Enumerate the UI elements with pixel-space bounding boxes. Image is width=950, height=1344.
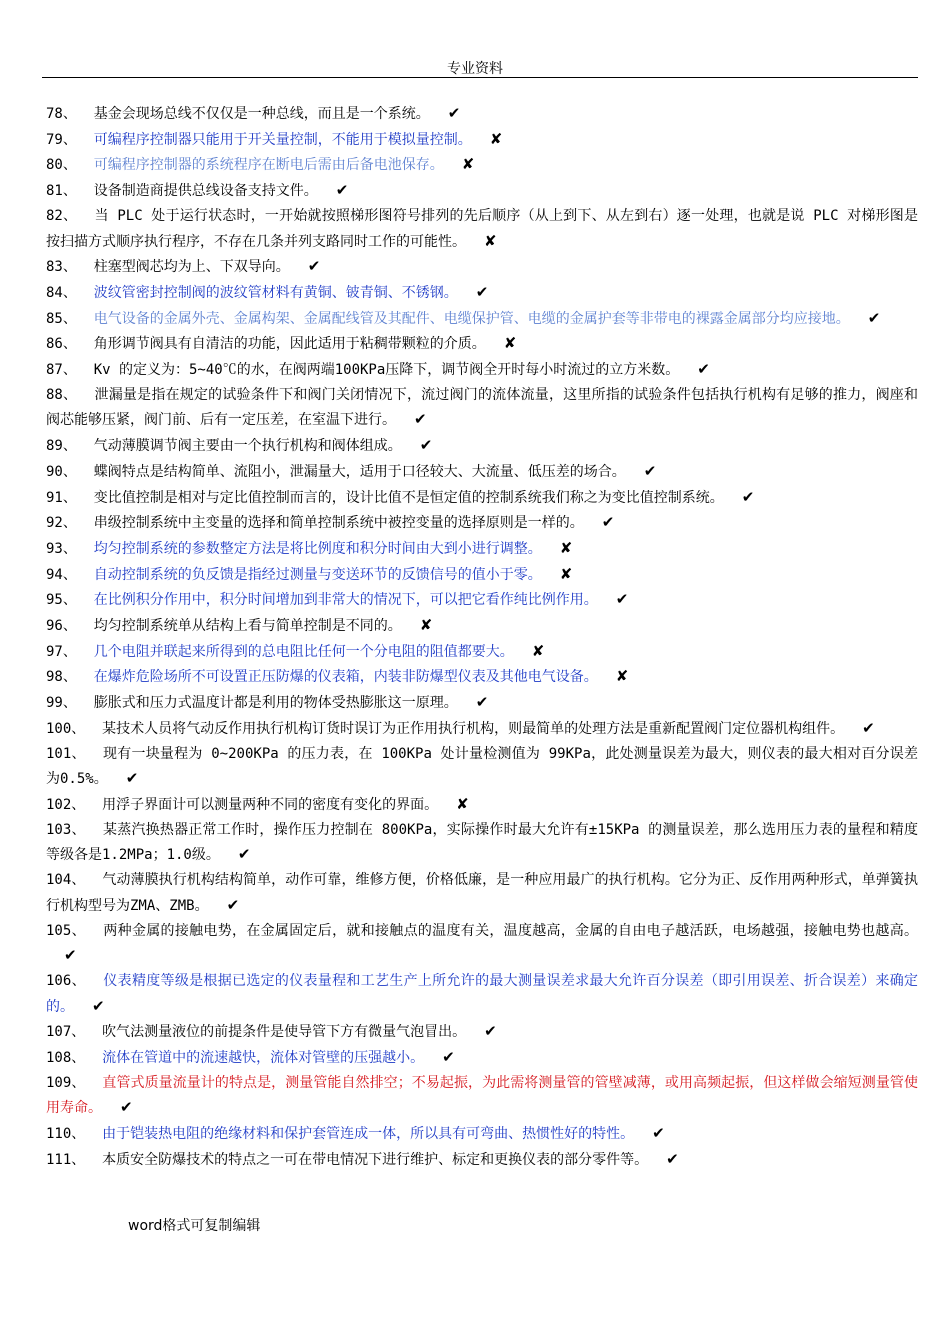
question-number: 102、 — [46, 796, 86, 813]
question-text: 波纹管密封控制阀的波纹管材料有黄铜、铍青铜、不锈钢。 — [93, 284, 458, 301]
question-text: 膨胀式和压力式温度计都是利用的物体受热膨胀这一原理。 — [93, 695, 458, 712]
question-item — [46, 742, 918, 792]
check-mark-icon: ✔ — [666, 1149, 679, 1168]
check-mark-icon: ✔ — [307, 257, 321, 276]
question-item — [46, 1045, 918, 1071]
question-number: 106、 — [46, 972, 86, 989]
check-mark-icon: ✔ — [867, 308, 881, 327]
check-mark-icon: ✔ — [414, 410, 427, 429]
question-text: 当 PLC 处于运行状态时，一开始就按照梯形图符号排列的先后顺序（从上到下、从左到右）逐一处理，也就是说 PLC 对梯形图是按扫描方式顺序执行程序，不存在几条并列支路同时工作的可能性。 — [46, 207, 918, 250]
question-text: 某技术人员将气动反作用执行机构订货时误订为正作用执行机构，则最简单的处理方法是重新配置阀门定位器机构组件。 — [102, 720, 845, 737]
question-item — [46, 254, 918, 280]
question-text: 某蒸汽换热器正常工作时，操作压力控制在 800KPa，实际操作时最大允许有±15KPa 的测量误差，那么选用压力表的量程和精度等级各是1.2MPa；1.0级。 — [46, 821, 918, 864]
cross-mark-icon: ✘ — [461, 155, 475, 174]
check-mark-icon: ✔ — [442, 1048, 455, 1067]
question-text: 基金会现场总线不仅仅是一种总线，而且是一个系统。 — [93, 106, 430, 122]
question-text: 泄漏量是指在规定的试验条件下和阀门关闭情况下，流过阀门的流体流量，这里所指的试验条件包括执行机构有足够的推力，阀座和阀芯能够压紧，阀门前、后有一定压差，在室温下进行。 — [46, 386, 919, 429]
question-item — [46, 969, 918, 1019]
check-mark-icon: ✔ — [862, 718, 875, 737]
question-text: 流体在管道中的流速越快，流体对管壁的压强越小。 — [102, 1050, 425, 1067]
question-item — [46, 690, 918, 716]
question-item — [46, 101, 918, 127]
question-item — [46, 1019, 918, 1045]
check-mark-icon: ✔ — [92, 996, 105, 1015]
question-text: 气动薄膜执行机构结构简单，动作可靠，维修方便，价格低廉，是一种应用最广的执行机构。它分为正、反作用两种形式，单弹簧执行机构型号为ZMA、ZMB。 — [46, 872, 918, 914]
question-number: 79、 — [46, 131, 77, 148]
question-number: 78、 — [46, 106, 77, 122]
question-item — [46, 1121, 918, 1147]
check-mark-icon: ✔ — [125, 769, 139, 788]
question-number: 96、 — [46, 618, 77, 635]
question-number: 88、 — [46, 386, 78, 403]
question-text: 本质安全防爆技术的特点之一可在带电情况下进行维护、标定和更换仪表的部分零件等。 — [102, 1151, 649, 1168]
page-header-title: 专业资料 — [447, 61, 503, 77]
question-text: 几个电阻并联起来所得到的总电阻比任何一个分电阻的阻值都要大。 — [93, 643, 514, 660]
question-list — [46, 101, 918, 1173]
question-text: 均匀控制系统单从结构上看与简单控制是不同的。 — [93, 618, 402, 635]
question-item — [46, 152, 918, 178]
question-item — [46, 510, 918, 536]
check-mark-icon: ✔ — [741, 487, 755, 506]
cross-mark-icon: ✘ — [531, 641, 545, 660]
question-number: 91、 — [46, 489, 77, 506]
question-item — [46, 485, 918, 511]
question-number: 84、 — [46, 284, 77, 301]
question-text: 柱塞型阀芯均为上、下双导向。 — [93, 259, 290, 276]
cross-mark-icon: ✘ — [503, 334, 517, 353]
question-item — [46, 1147, 918, 1173]
check-mark-icon: ✔ — [484, 1022, 497, 1041]
question-item — [46, 280, 918, 306]
question-number: 81、 — [46, 183, 77, 200]
question-number: 99、 — [46, 695, 77, 712]
cross-mark-icon: ✘ — [456, 794, 469, 813]
question-item — [46, 664, 918, 690]
question-item — [46, 562, 918, 588]
question-number: 105、 — [46, 922, 86, 939]
question-item — [46, 459, 918, 485]
question-number: 89、 — [46, 438, 77, 455]
question-number: 92、 — [46, 515, 77, 532]
question-item — [46, 536, 918, 562]
question-text: 在比例积分作用中，积分时间增加到非常大的情况下，可以把它看作纯比例作用。 — [93, 592, 598, 609]
check-mark-icon: ✔ — [419, 436, 433, 455]
question-item — [46, 613, 918, 639]
footer-note: word格式可复制编辑 — [128, 1218, 261, 1234]
check-mark-icon: ✔ — [447, 104, 461, 122]
question-item — [46, 204, 918, 254]
question-number: 100、 — [46, 720, 86, 737]
question-number: 104、 — [46, 872, 86, 889]
cross-mark-icon: ✘ — [419, 616, 433, 635]
question-item — [46, 127, 918, 153]
question-text: 现有一块量程为 0~200KPa 的压力表，在 100KPa 处计量检测值为 99KPa，此处测量误差为最大，则仪表的最大相对百分误差为0.5%。 — [46, 745, 918, 788]
question-number: 87、 — [46, 362, 77, 379]
question-text: 两种金属的接触电势，在金属固定后，就和接触点的温度有关，温度越高，金属的自由电子越活跃，电场越强，接触电势也越高。 — [103, 922, 918, 939]
question-number: 101、 — [46, 745, 86, 762]
check-mark-icon: ✔ — [475, 693, 489, 712]
check-mark-icon: ✔ — [120, 1098, 133, 1117]
question-text: 在爆炸危险场所不可设置正压防爆的仪表箱，内装非防爆型仪表及其他电气设备。 — [93, 669, 598, 686]
check-mark-icon: ✔ — [652, 1124, 665, 1143]
question-text: 吹气法测量液位的前提条件是使导管下方有微量气泡冒出。 — [102, 1024, 467, 1041]
question-text: Kv 的定义为：5~40℃的水，在阀两端100KPa压降下，调节阀全开时每小时流过的立方米数。 — [93, 362, 680, 379]
question-number: 83、 — [46, 259, 77, 276]
question-number: 94、 — [46, 566, 77, 583]
question-text: 仪表精度等级是根据已选定的仪表量程和工艺生产上所允许的最大测量误差求最大允许百分误差（即引用误差、折合误差）来确定的。 — [46, 972, 918, 1015]
check-mark-icon: ✔ — [697, 360, 710, 379]
question-text: 角形调节阀具有自清洁的功能，因此适用于粘稠带颗粒的介质。 — [93, 336, 486, 353]
question-number: 80、 — [46, 157, 77, 174]
question-number: 107、 — [46, 1024, 86, 1041]
question-number: 93、 — [46, 540, 77, 557]
question-item — [46, 716, 918, 742]
check-mark-icon: ✔ — [237, 845, 251, 864]
question-number: 97、 — [46, 643, 77, 660]
question-number: 82、 — [46, 207, 78, 224]
cross-mark-icon: ✘ — [559, 538, 573, 557]
question-item — [46, 357, 918, 383]
question-number: 95、 — [46, 592, 77, 609]
question-item — [46, 433, 918, 459]
question-text: 可编程序控制器的系统程序在断电后需由后备电池保存。 — [93, 157, 444, 174]
question-text: 用浮子界面计可以测量两种不同的密度有变化的界面。 — [102, 796, 439, 813]
question-number: 110、 — [46, 1126, 86, 1143]
question-item — [46, 331, 918, 357]
check-mark-icon: ✔ — [475, 282, 489, 301]
check-mark-icon: ✔ — [226, 895, 240, 914]
question-number: 103、 — [46, 821, 86, 838]
question-text: 变比值控制是相对与定比值控制而言的，设计比值不是恒定值的控制系统我们称之为变比值控制系统。 — [93, 489, 724, 506]
question-number: 108、 — [46, 1050, 86, 1067]
question-text: 气动薄膜调节阀主要由一个执行机构和阀体组成。 — [93, 438, 402, 455]
check-mark-icon: ✔ — [615, 590, 629, 609]
question-text: 直管式质量流量计的特点是，测量管能自然排空；不易起振，为此需将测量管的管壁减薄，或用高频起振，但这样做会缩短测量管使用寿命。 — [46, 1074, 918, 1117]
question-text: 串级控制系统中主变量的选择和简单控制系统中被控变量的选择原则是一样的。 — [93, 515, 584, 532]
cross-mark-icon: ✘ — [484, 231, 497, 250]
cross-mark-icon: ✘ — [559, 564, 573, 583]
question-number: 109、 — [46, 1074, 86, 1091]
question-number: 111、 — [46, 1151, 86, 1168]
question-item — [46, 383, 918, 433]
check-mark-icon: ✔ — [64, 946, 77, 965]
question-text: 设备制造商提供总线设备支持文件。 — [93, 183, 318, 200]
question-item — [46, 587, 918, 613]
question-item — [46, 792, 918, 818]
check-mark-icon: ✔ — [601, 513, 615, 532]
question-item — [46, 639, 918, 665]
question-text: 蝶阀特点是结构简单、流阻小，泄漏量大，适用于口径较大、大流量、低压差的场合。 — [93, 463, 626, 480]
cross-mark-icon: ✘ — [615, 667, 629, 686]
question-number: 85、 — [46, 310, 77, 327]
question-number: 98、 — [46, 669, 77, 686]
check-mark-icon: ✔ — [643, 461, 657, 480]
question-text: 可编程序控制器只能用于开关量控制，不能用于模拟量控制。 — [93, 131, 472, 148]
question-item — [46, 868, 918, 918]
question-item — [46, 1071, 918, 1121]
question-text: 自动控制系统的负反馈是指经过测量与变送环节的反馈信号的值小于零。 — [93, 566, 542, 583]
question-number: 86、 — [46, 336, 77, 353]
question-number: 90、 — [46, 463, 77, 480]
question-item — [46, 178, 918, 204]
check-mark-icon: ✔ — [335, 181, 349, 200]
cross-mark-icon: ✘ — [489, 129, 503, 148]
header-divider — [42, 77, 918, 78]
question-text: 电气设备的金属外壳、金属构架、金属配线管及其配件、电缆保护管、电缆的金属护套等非带电的裸露金属部分均应接地。 — [93, 310, 850, 327]
question-text: 由于铠装热电阻的绝缘材料和保护套管连成一体，所以具有可弯曲、热惯性好的特性。 — [102, 1126, 635, 1143]
question-text: 均匀控制系统的参数整定方法是将比例度和积分时间由大到小进行调整。 — [93, 540, 542, 557]
question-item — [46, 919, 918, 969]
question-item — [46, 306, 918, 332]
question-item — [46, 818, 918, 868]
